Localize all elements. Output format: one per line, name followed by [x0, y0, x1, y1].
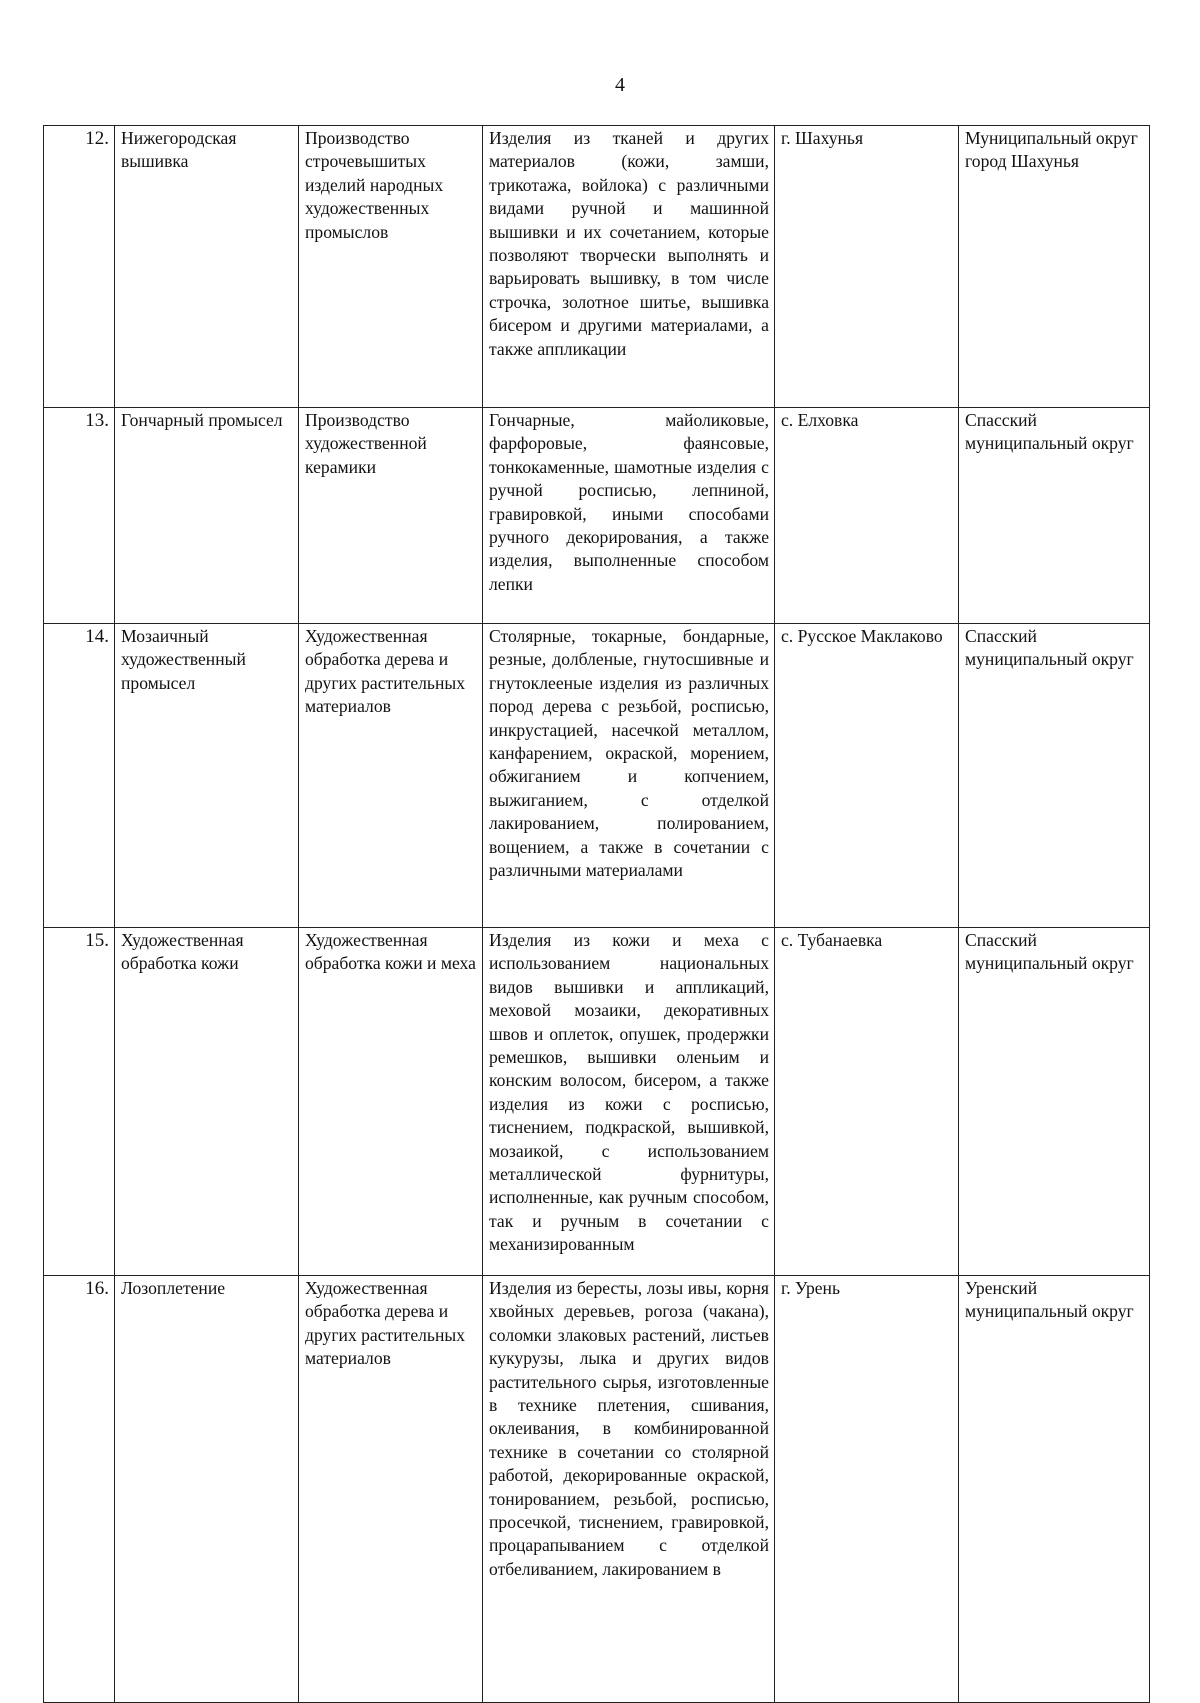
craft-products: Гончарные, майоликовые, фарфоровые, фаянсовые, тонкокаменные, шамотные изделия с ручной росписью, лепниной, гравировкой, иными способами ручного декорирования, а также изделия, выполненные способом лепки — [483, 408, 775, 624]
craft-products: Изделия из бересты, лозы ивы, корня хвойных деревьев, рогоза (чакана), соломки злаковых растений, листьев кукурузы, лыка и других видов растительного сырья, изготовленные в технике плетения, сшивания, оклеивания, в комбинированной технике в сочетании со столярной работой, декорированные окраской, тонированием, резьбой, росписью, просечкой, тиснением, гравировкой, процарапыванием с отделкой отбеливанием, лакированием в — [483, 1276, 775, 1703]
craft-name: Гончарный промысел — [115, 408, 299, 624]
table-row — [44, 928, 1150, 1276]
craft-type: Производство художественной керамики — [299, 408, 483, 624]
craft-name: Нижегородская вышивка — [115, 126, 299, 408]
row-number: 16. — [44, 1276, 115, 1703]
craft-products: Изделия из кожи и меха с использованием национальных видов вышивки и аппликаций, меховой мозаики, декоративных швов и оплеток, опушек, продержки ремешков, вышивки оленьим и конским волосом, бисером, а также изделия из кожи с росписью, тиснением, подкраской, вышивкой, мозаикой, с использованием металлической фурнитуры, исполненные, как ручным способом, так и ручным в сочетании с механизированным — [483, 928, 775, 1276]
craft-municipality: Спасский муниципальный округ — [959, 408, 1150, 624]
craft-name: Мозаичный художественный промысел — [115, 624, 299, 928]
craft-municipality: Уренский муниципальный округ — [959, 1276, 1150, 1703]
craft-municipality: Спасский муниципальный округ — [959, 624, 1150, 928]
craft-municipality: Спасский муниципальный округ — [959, 928, 1150, 1276]
craft-name: Лозоплетение — [115, 1276, 299, 1703]
craft-name: Художественная обработка кожи — [115, 928, 299, 1276]
row-number: 13. — [44, 408, 115, 624]
craft-place: г. Урень — [775, 1276, 959, 1703]
craft-type: Художественная обработка дерева и других растительных материалов — [299, 624, 483, 928]
row-number: 14. — [44, 624, 115, 928]
craft-type: Художественная обработка кожи и меха — [299, 928, 483, 1276]
table-row — [44, 408, 1150, 624]
craft-municipality: Муниципальный округ город Шахунья — [959, 126, 1150, 408]
craft-place: с. Тубанаевка — [775, 928, 959, 1276]
craft-place: г. Шахунья — [775, 126, 959, 408]
craft-products: Столярные, токарные, бондарные, резные, долбленые, гнутосшивные и гнутоклееные изделия из различных пород дерева с резьбой, росписью, инкрустацией, насечкой металлом, канфарением, окраской, морением, обжиганием и копчением, выжиганием, с отделкой лакированием, полированием, вощением, а также в сочетании с различными материалами — [483, 624, 775, 928]
craft-place: с. Елховка — [775, 408, 959, 624]
craft-place: с. Русское Маклаково — [775, 624, 959, 928]
row-number: 15. — [44, 928, 115, 1276]
table-row — [44, 126, 1150, 408]
page-number: 4 — [615, 74, 625, 96]
craft-products: Изделия из тканей и других материалов (кожи, замши, трикотажа, войлока) с различными видами ручной и машинной вышивки и их сочетанием, которые позволяют творчески выполнять и варьировать вышивку, в том числе строчка, золотное шитье, вышивка бисером и другими материалами, а также аппликации — [483, 126, 775, 408]
table-row — [44, 1276, 1150, 1703]
craft-type: Производство строчевышитых изделий народных художественных промыслов — [299, 126, 483, 408]
table-row — [44, 624, 1150, 928]
crafts-register-table — [43, 125, 1150, 1703]
craft-type: Художественная обработка дерева и других растительных материалов — [299, 1276, 483, 1703]
row-number: 12. — [44, 126, 115, 408]
